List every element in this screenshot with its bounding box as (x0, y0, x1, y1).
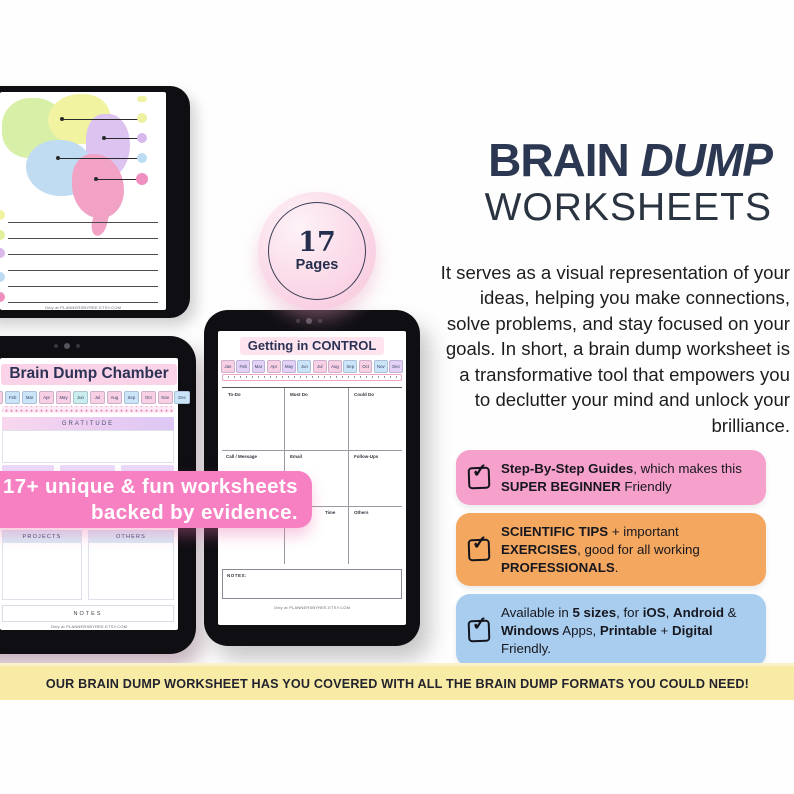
product-title (388, 134, 772, 230)
feature-text-segment: Printable (599, 623, 657, 639)
feature-text-segment: + (656, 623, 672, 639)
title-line-subtitle: WORKSHEETS (484, 185, 772, 229)
edge-dot (0, 292, 5, 302)
camera-lens-icon (64, 343, 70, 349)
gratitude-header: GRATITUDE (2, 417, 174, 430)
grid-line (348, 388, 349, 564)
overlay-banner-line2: backed by evidence. (90, 500, 298, 524)
feature-text-segment: , good for all working (577, 542, 700, 558)
camera-lens-icon (306, 318, 312, 324)
month-pill (0, 391, 3, 404)
legend-dot-yellow (137, 113, 147, 123)
grid-label-could: Could Do (354, 392, 374, 397)
title-brand-italic: DUMP (640, 134, 772, 186)
feature-text-segment: SCIENTIFIC TIPS (501, 524, 609, 540)
month-pill: Dec (389, 360, 403, 373)
ruled-line (8, 222, 158, 223)
month-pill: May (282, 360, 296, 373)
month-pill: Apr (267, 360, 281, 373)
month-pill: Sep (343, 360, 357, 373)
callout-line (96, 179, 138, 180)
feature-text-segment: 5 sizes (572, 605, 617, 621)
bottom-tagline-text: OUR BRAIN DUMP WORKSHEET HAS YOU COVERED WITH ALL THE BRAIN DUMP FORMATS YOU COULD NEED! (45, 675, 749, 691)
notes-box (222, 569, 402, 599)
tablet-camera (296, 318, 322, 324)
grid-label-email: Email (290, 454, 303, 459)
projects-box (2, 530, 82, 600)
overlay-banner-line1: 17+ unique & fun worksheets (2, 474, 298, 498)
ruled-line (8, 302, 158, 303)
control-month-row (221, 360, 403, 373)
chamber-title: Brain Dump Chamber (0, 364, 178, 385)
badge-label: Pages (295, 257, 339, 273)
feature-text-segment: + important (608, 524, 679, 540)
chamber-month-row (0, 391, 190, 404)
feature-text-segment: , which makes this (633, 461, 742, 476)
tablet-brain-map (0, 86, 190, 318)
worksheet-footer-url: Only at PLANNERSBYREE.ETSY.COM (273, 605, 351, 610)
legend-dot-pink (136, 173, 148, 185)
edge-dot (0, 230, 5, 240)
feature-text-segment: & (723, 605, 737, 621)
camera-dot-icon (318, 319, 322, 323)
month-pill: Jun (73, 391, 88, 404)
legend-dot-yellow (137, 96, 147, 102)
feature-card-tips (456, 513, 766, 586)
grid-label-time: Time (325, 510, 336, 515)
legend-dot-blue (137, 153, 147, 163)
month-pill: Oct (359, 360, 373, 373)
month-pill: Apr (39, 391, 54, 404)
grid-label-call: Call / Message (226, 454, 258, 459)
feature-text-segment: . (614, 559, 619, 575)
feature-text-segment: , for (616, 605, 643, 621)
feature-text (501, 523, 754, 576)
tablet-camera (54, 343, 80, 349)
feature-text-segment: Friendly. (501, 640, 551, 656)
month-pill: May (56, 391, 71, 404)
feature-text-segment: Windows (501, 623, 560, 639)
callout-line (58, 158, 138, 159)
others-header: OTHERS (89, 531, 173, 543)
worksheet-footer-url: Only at PLANNERSBYREE.ETSY.COM (50, 624, 128, 629)
callout-line (104, 138, 138, 139)
month-pill: Jul (90, 391, 105, 404)
others-box (88, 530, 174, 600)
feature-text-segment: Available in (501, 605, 573, 621)
badge-inner-circle (268, 202, 366, 300)
ruled-line (8, 270, 158, 271)
feature-text-segment: , (665, 605, 673, 621)
date-tick-strip (222, 374, 402, 381)
checkbox-icon (468, 619, 491, 642)
camera-dot-icon (54, 344, 58, 348)
notes-band: NOTES (2, 605, 174, 622)
month-pill: Aug (328, 360, 342, 373)
feature-text-segment: Android (673, 605, 724, 621)
feature-list (456, 450, 766, 667)
control-title: Getting in CONTROL (218, 337, 406, 355)
callout-line (62, 119, 138, 120)
projects-header: PROJECTS (3, 531, 81, 543)
month-pill: Dec (174, 391, 189, 404)
month-pill: Sep (124, 391, 139, 404)
feature-text-segment: Friendly (620, 478, 672, 494)
grid-line (222, 450, 402, 451)
feature-text-segment: PROFESSIONALS (501, 559, 615, 575)
worksheet-footer-url: Only at PLANNERSBYREE.ETSY.COM (44, 305, 122, 310)
grid-label-others: Others (354, 510, 369, 515)
worksheets-overlay-banner (0, 471, 312, 528)
feature-card-guides (456, 450, 766, 505)
gratitude-box (2, 430, 174, 463)
edge-dot (0, 272, 5, 282)
month-pill: Aug (107, 391, 122, 404)
month-pill: Jul (313, 360, 327, 373)
grid-label-must: Must Do (290, 392, 308, 397)
product-description: It serves as a visual representation of your ideas, helping you make connections, solve problems, and stay focused on your goals. In short, a brain dump worksheet is a transformative tool that empowers you to declutter your mind and unlock your brilliance. (440, 262, 790, 436)
notes-label: NOTES: (227, 573, 248, 578)
feature-text (501, 604, 754, 657)
feature-card-sizes (456, 594, 766, 667)
edge-dot (0, 248, 5, 258)
page-count-badge (258, 192, 376, 310)
month-pill: Feb (236, 360, 250, 373)
feature-text-segment: Digital (671, 623, 713, 639)
feature-text-segment: iOS (642, 605, 666, 621)
grid-label-todo: To-Do (228, 392, 241, 397)
bottom-tagline-banner (0, 663, 794, 700)
feature-text-segment: SUPER BEGINNER (501, 478, 621, 494)
camera-dot-icon (296, 319, 300, 323)
ruled-line (8, 238, 158, 239)
camera-dot-icon (76, 344, 80, 348)
month-pill: Mar (22, 391, 37, 404)
feature-text-segment: EXERCISES (501, 542, 578, 558)
brain-map-worksheet (0, 92, 166, 310)
month-pill: Jun (297, 360, 311, 373)
ruled-line (8, 254, 158, 255)
feature-text-segment: Apps, (559, 623, 600, 639)
title-line-brand: BRAIN DUMP (488, 134, 772, 186)
month-pill: Feb (5, 391, 20, 404)
legend-dot-purple (137, 133, 147, 143)
feature-text (501, 460, 754, 495)
grid-label-follow: Follow-Ups (354, 454, 379, 459)
edge-dot (0, 210, 5, 220)
date-dot-strip (2, 406, 174, 413)
month-pill: Jan (221, 360, 235, 373)
checkbox-icon (468, 538, 491, 561)
month-pill: Nov (374, 360, 388, 373)
month-pill: Nov (158, 391, 173, 404)
feature-text-segment: Step-By-Step Guides (501, 461, 634, 476)
badge-count: 17 (298, 227, 336, 258)
month-pill: Oct (141, 391, 156, 404)
checkbox-icon (468, 466, 491, 489)
month-pill: Mar (252, 360, 266, 373)
ruled-line (8, 286, 158, 287)
